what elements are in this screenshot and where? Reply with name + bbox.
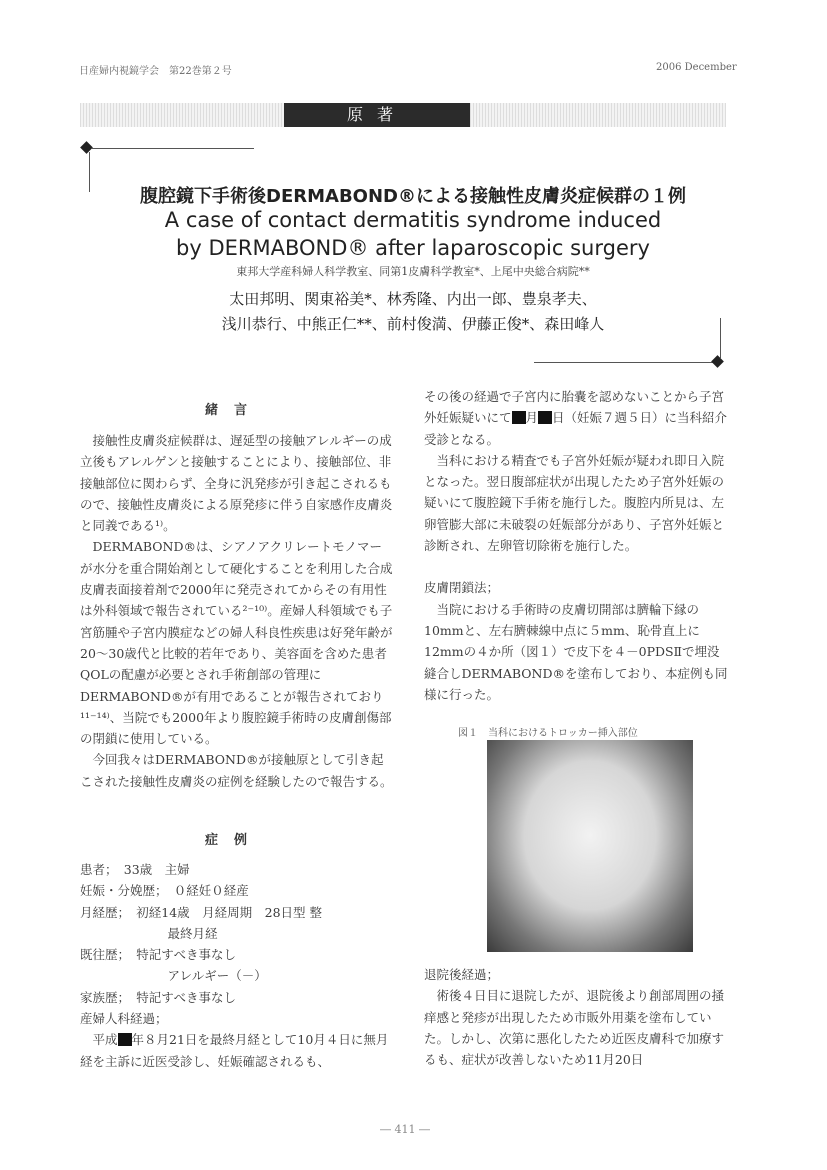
left-column: [80, 430, 394, 792]
divider: [92, 148, 254, 149]
diamond-icon: [80, 141, 93, 154]
authors-line1: 太田邦明、関東裕美*、林秀隆、内出一郎、豊泉孝夫、: [229, 290, 597, 308]
closure-heading: 皮膚閉鎖法；: [424, 580, 500, 596]
redaction-box: [538, 411, 552, 424]
affiliation: 東邦大学産科婦人科学教室、同第1皮膚科学教室*、上尾中央総合病院**: [236, 265, 590, 278]
section-label: 原著: [284, 103, 470, 127]
case-line: 最終月経: [80, 925, 218, 941]
issue-date: 2006 December: [656, 62, 737, 73]
diamond-icon: [711, 355, 724, 368]
discharge-heading: 退院後経過；: [424, 967, 500, 982]
case-line: 産婦人科経過；: [80, 1011, 168, 1027]
title-english-line2: by DERMABOND® after laparoscopic surgery: [176, 236, 650, 260]
case-line: 妊娠・分娩歴； ０経妊０経産: [80, 883, 249, 899]
page-number: ― 411 ―: [380, 1123, 430, 1136]
title-japanese: 腹腔鏡下手術後DERMABOND®による接触性皮膚炎症候群の１例: [140, 186, 686, 207]
course-paragraph-1: [424, 386, 730, 450]
closure-paragraph: 当院における手術時の皮膚切開部は臍輪下縁の10mmと、左右臍棘線中点に５mm、恥骨直上に12mmの４か所（図１）で皮下を４－0PDSⅡで埋没縫合しDERMABOND®を塗布しており、本症例も同様に行った。: [424, 601, 728, 702]
intro-paragraph-2: DERMABOND®は、シアノアクリレートモノマーが水分を重合開始剤として硬化することを利用した合成皮膚表面接着剤で2000年に発売されてからその有用性は外科領域で報告されている²⁻¹⁰⁾。産婦人科領域でも子宮筋腫や子宮内膜症などの婦人科良性疾患は好発年齢が20～30歳代と比較的若年であり、美容面を含めた患者QOLの配慮が必要とされ手術創部の管理にDERMABOND®が有用であることが報告されており¹¹⁻¹⁴⁾、当院でも2000年より腹腔鏡手術時の皮膚創傷部の閉鎖に使用している。: [80, 539, 393, 747]
case-list: [80, 859, 394, 1072]
text-span: その後の経過で子宮内に胎嚢を認めないことから子宮外妊娠疑いにて: [424, 389, 725, 426]
discharge-paragraph: 術後４日目に退院したが、退院後より創部周囲の掻痒感と発疹が出現したため市販外用薬を塗布していた。しかし、次第に悪化したため近医皮膚科で加療するも、症状が改善しないため11月20日: [424, 988, 725, 1068]
case-line: 既往歴； 特記すべき事なし: [80, 947, 237, 963]
course-paragraph-2: 当科における精査でも子宮外妊娠が疑われ即日入院となった。翌日腹部症状が出現したため子宮外妊娠の疑いにて腹腔鏡下手術を施行した。腹腔内所見は、左卵管膨大部に未破裂の妊娠部分があり、子宮外妊娠と診断され、左卵管切除術を施行した。: [424, 452, 725, 554]
right-column-lower: [424, 964, 730, 1070]
text-span: 平成: [92, 1032, 118, 1048]
divider: [534, 362, 714, 363]
text-span: 月: [525, 410, 539, 426]
right-column: [424, 386, 730, 705]
text-span: 年８月21日を最終月経として10月４日に無月経を主訴に近医受診し、妊娠確認されるも、: [80, 1032, 389, 1069]
figure-caption: 図１ 当科におけるトロッカー挿入部位: [458, 728, 638, 739]
case-line: 月経歴； 初経14歳 月経周期 28日型 整: [80, 904, 323, 920]
intro-paragraph-3: 今回我々はDERMABOND®が接触原として引き起こされた接触性皮膚炎の症例を経験したので報告する。: [80, 752, 393, 789]
journal-header: 日産婦内視鏡学会 第22巻第２号: [79, 66, 232, 77]
case-line: 患者； 33歳 主婦: [80, 862, 190, 877]
case-line: アレルギー（－）: [80, 968, 267, 984]
redaction-box: [118, 1033, 132, 1046]
title-english-line1: A case of contact dermatitis syndrome induced: [164, 208, 662, 232]
intro-paragraph-1: 接触性皮膚炎症候群は、遅延型の接触アレルギーの成立後もアレルゲンと接触することにより、接触部位、非接触部位に関わらず、全身に汎発疹が引き起こされるもので、接触性皮膚炎による原発疹に伴う自家感作皮膚炎と同義である¹⁾。: [80, 433, 393, 534]
case-heading: 症例: [205, 833, 264, 848]
text-span: 日（妊娠７週５日）に当科紹介受診となる。: [424, 410, 728, 447]
case-paragraph: [80, 1029, 394, 1072]
figure-photo: [487, 740, 693, 952]
authors-line2: 浅川恭行、中熊正仁**、前村俊満、伊藤正俊*、森田峰人: [221, 315, 605, 333]
intro-heading: 緒言: [205, 403, 264, 418]
redaction-box: [512, 411, 526, 424]
case-line: 家族歴； 特記すべき事なし: [80, 989, 237, 1005]
